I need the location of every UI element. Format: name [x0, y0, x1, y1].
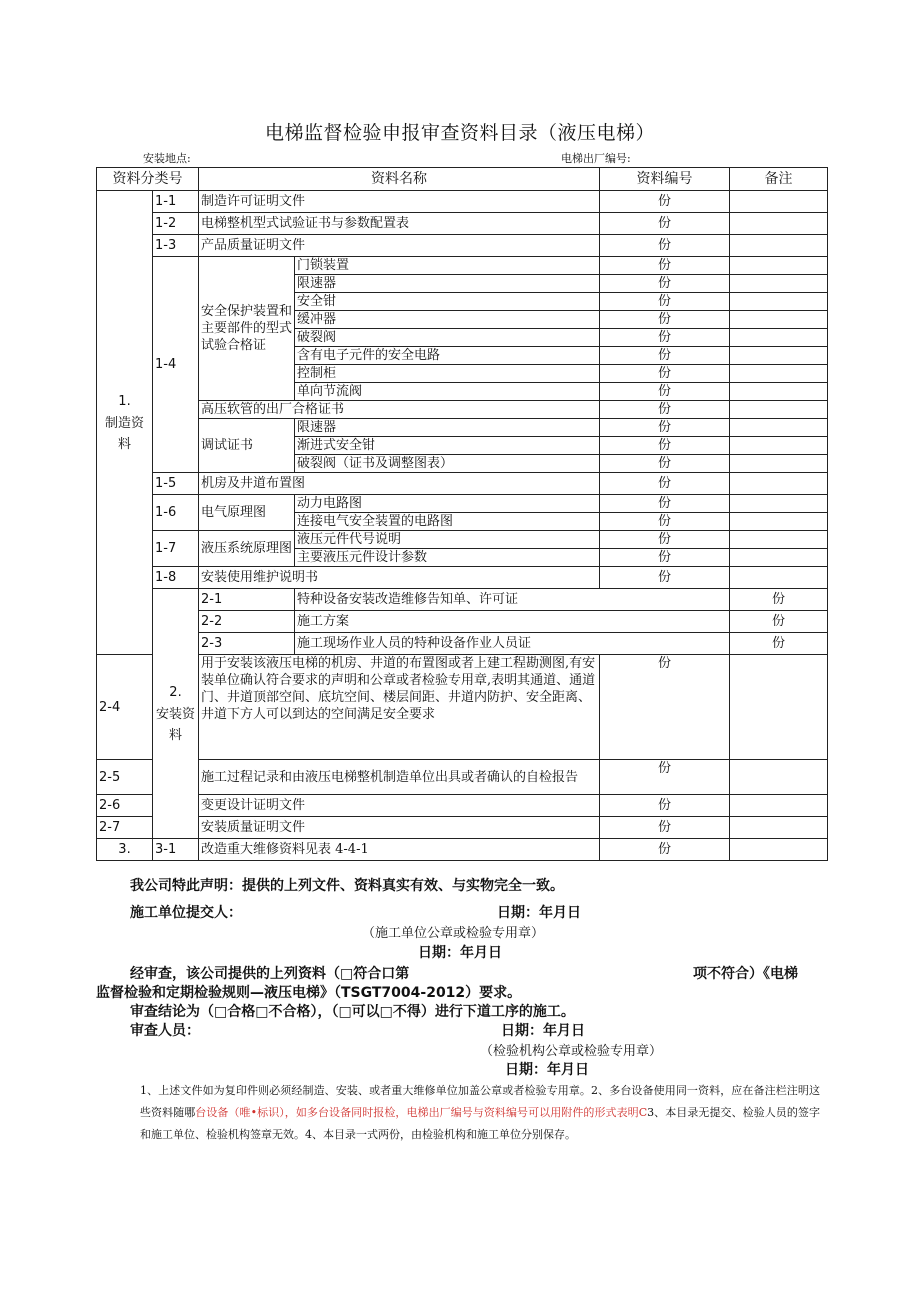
- doc-no-cell: [730, 817, 828, 839]
- doc-no-cell: [730, 383, 828, 401]
- category-1-number: 1.: [118, 393, 131, 409]
- row-name: 施工现场作业人员的特种设备作业人员证: [295, 633, 730, 655]
- row-code: 2-3: [199, 633, 295, 655]
- table-row: [97, 633, 828, 655]
- unit-label: 份: [600, 531, 730, 549]
- unit-label: 份: [600, 213, 730, 235]
- unit-label: 份: [600, 495, 730, 513]
- row-code: 2-5: [97, 760, 153, 795]
- row-code: 1-1: [153, 191, 199, 213]
- doc-no-cell: [730, 293, 828, 311]
- doc-no-cell: [730, 437, 828, 455]
- doc-no-cell: [730, 455, 828, 473]
- unit-label: 份: [600, 257, 730, 275]
- unit-label: 份: [600, 329, 730, 347]
- row-code: 1-4: [153, 257, 199, 473]
- row-code: 2-1: [199, 589, 295, 611]
- row-name: 制造许可证明文件: [199, 191, 600, 213]
- unit-label: 份: [600, 473, 730, 495]
- unit-label: 份: [600, 347, 730, 365]
- table-row: [97, 589, 828, 611]
- group-electrical: 电气原理图: [199, 495, 295, 531]
- row-code: 2-7: [97, 817, 153, 839]
- category-1-name-a: 制造资: [104, 415, 144, 431]
- row-name: 安装质量证明文件: [199, 817, 600, 839]
- group-hydraulic: 液压系统原理图: [199, 531, 295, 567]
- unit-label: 份: [730, 633, 828, 655]
- unit-label: 份: [600, 275, 730, 293]
- reviewer-label: 审查人员：: [130, 1023, 200, 1039]
- notes-part-4: 3、本目录无提交、检验人员的签字和施工单位、检验机构签章无效。4、本目录一式两份，由检验机构和施工单位分别保存。: [140, 1106, 820, 1141]
- sub-item: 安全钳: [295, 293, 600, 311]
- unit-label: 份: [600, 437, 730, 455]
- table-row: [97, 473, 828, 495]
- header-category: 资料分类号: [97, 168, 199, 191]
- sub-item: 主要液压元件设计参数: [295, 549, 600, 567]
- row-name: 特种设备安装改造维修告知单、许可证: [295, 589, 730, 611]
- doc-no-cell: [730, 513, 828, 531]
- row-name: 机房及井道布置图: [199, 473, 600, 495]
- sub-item: 控制柜: [295, 365, 600, 383]
- doc-no-cell: [730, 567, 828, 589]
- doc-no-cell: [730, 760, 828, 795]
- row-name: 用于安装该液压电梯的机房、井道的布置图或者上建工程勘测图,有安装单位确认符合要求的声明和公章或者检验专用章,表明其通道、通道门、井道顶部空间、底坑空间、楼层间距、井道内防护、安全距离、井道下方人可以到达的空间满足安全要求: [199, 655, 600, 760]
- construction-seal-note: （施工单位公章或检验专用章）: [362, 926, 545, 941]
- doc-no-cell: [730, 401, 828, 419]
- table-row: [97, 839, 828, 861]
- doc-no-cell: [730, 275, 828, 293]
- header-remark: 备注: [730, 168, 828, 191]
- sub-item: 连接电气安全装置的电路图: [295, 513, 600, 531]
- table-row: [97, 235, 828, 257]
- sub-item: 渐进式安全钳: [295, 437, 600, 455]
- sub-item: 破裂阀: [295, 329, 600, 347]
- conclusion-line: 审查结论为（□合格□不合格），（□可以□不得）进行下道工序的施工。: [130, 1004, 575, 1020]
- unit-label: 份: [600, 455, 730, 473]
- doc-no-cell: [730, 347, 828, 365]
- group-commissioning: 调试证书: [199, 419, 295, 473]
- submitter-label: 施工单位提交人：: [130, 905, 242, 921]
- table-header-row: [97, 168, 828, 191]
- row-name: 产品质量证明文件: [199, 235, 600, 257]
- sub-item: 门锁装置: [295, 257, 600, 275]
- unit-label: 份: [600, 817, 730, 839]
- row-code: 2-6: [97, 795, 153, 817]
- sub-item: 限速器: [295, 419, 600, 437]
- table-row: [97, 191, 828, 213]
- doc-no-cell: [730, 495, 828, 513]
- sub-item: 单向节流阀: [295, 383, 600, 401]
- document-table: [96, 167, 828, 861]
- unit-label: 份: [600, 191, 730, 213]
- table-row: [97, 795, 828, 817]
- doc-no-cell: [730, 311, 828, 329]
- doc-no-cell: [730, 473, 828, 495]
- row-code: 1-2: [153, 213, 199, 235]
- unit-label: 份: [730, 611, 828, 633]
- doc-no-cell: [730, 365, 828, 383]
- unit-label: 份: [600, 567, 730, 589]
- doc-no-cell: [730, 419, 828, 437]
- unit-label: 份: [600, 383, 730, 401]
- unit-label: 份: [600, 419, 730, 437]
- category-2-name-b: 料: [168, 727, 182, 743]
- row-name: 改造重大维修资料见表 4-4-1: [199, 839, 600, 861]
- unit-label: 份: [600, 235, 730, 257]
- doc-no-cell: [730, 213, 828, 235]
- inspection-seal-date: 日期：年月日: [505, 1062, 589, 1078]
- submitter-date: 日期：年月日: [497, 905, 581, 921]
- unit-label: 份: [730, 589, 828, 611]
- row-code: 2-2: [199, 611, 295, 633]
- row-name: 施工方案: [295, 611, 730, 633]
- row-code: 2-4: [97, 655, 153, 760]
- sub-item: 动力电路图: [295, 495, 600, 513]
- row-code: 1-5: [153, 473, 199, 495]
- row-name: 电梯整机型式试验证书与参数配置表: [199, 213, 600, 235]
- table-row: [97, 655, 828, 760]
- reviewer-date: 日期：年月日: [501, 1023, 585, 1039]
- doc-no-cell: [730, 257, 828, 275]
- unit-label: 份: [600, 549, 730, 567]
- sub-item: 缓冲器: [295, 311, 600, 329]
- category-1-name-b: 料: [117, 436, 131, 452]
- sub-item: 破裂阀（证书及调整图表）: [295, 455, 600, 473]
- factory-number-label: 电梯出厂编号:: [561, 152, 631, 165]
- unit-label: 份: [600, 795, 730, 817]
- review-line-2: 监督检验和定期检验规则—液压电梯》（TSGT7004-2012）要求。: [96, 985, 522, 1001]
- notes-part-1: 1、上述文件如为复印件则必须经制造、安装、或者重大维修单位加盖公章或者检验专用章。2、多台设备使用同一资料，应在备注栏注明这些资料随哪: [140, 1084, 820, 1119]
- category-1: [97, 191, 153, 655]
- table-row: [97, 567, 828, 589]
- declaration: 我公司特此声明：提供的上列文件、资料真实有效、与实物完全一致。: [130, 878, 564, 894]
- doc-no-cell: [730, 549, 828, 567]
- unit-label: 份: [600, 311, 730, 329]
- row-code: 1-3: [153, 235, 199, 257]
- table-row: [97, 611, 828, 633]
- notes-part-3: C: [638, 1106, 648, 1119]
- notes: [140, 1080, 820, 1146]
- row-code: 3-1: [153, 839, 199, 861]
- row-name: 安装使用维护说明书: [199, 567, 600, 589]
- unit-label: 份: [600, 365, 730, 383]
- doc-no-cell: [730, 235, 828, 257]
- unit-label: 份: [600, 760, 730, 795]
- seal-date: 日期：年月日: [418, 945, 502, 961]
- table-row: [97, 257, 828, 275]
- table-row: [97, 401, 828, 419]
- sub-item: 含有电子元件的安全电路: [295, 347, 600, 365]
- row-name: 高压软管的出厂合格证书: [199, 401, 600, 419]
- doc-no-cell: [730, 795, 828, 817]
- row-code: 1-7: [153, 531, 199, 567]
- table-row: [97, 760, 828, 795]
- notes-part-2: 台设备（唯•标识），如多台设备同时报检，电梯出厂编号与资料编号可以用附件的形式表明: [195, 1106, 639, 1119]
- category-2-name-a: 安装资: [155, 706, 195, 722]
- row-name: 变更设计证明文件: [199, 795, 600, 817]
- unit-label: 份: [600, 513, 730, 531]
- category-2-number: 2.: [169, 684, 182, 700]
- row-code: 1-6: [153, 495, 199, 531]
- row-name: 施工过程记录和由液压电梯整机制造单位出具或者确认的自检报告: [199, 760, 600, 795]
- unit-label: 份: [600, 655, 730, 760]
- header-name: 资料名称: [199, 168, 600, 191]
- table-row: [97, 817, 828, 839]
- category-2: [153, 589, 199, 839]
- sub-item: 液压元件代号说明: [295, 531, 600, 549]
- doc-no-cell: [730, 191, 828, 213]
- page-title: 电梯监督检验申报审查资料目录（液压电梯）: [264, 122, 655, 144]
- doc-no-cell: [730, 839, 828, 861]
- review-line-1a: 经审查，该公司提供的上列资料（□符合口第: [130, 966, 410, 982]
- install-location-label: 安装地点:: [143, 152, 191, 165]
- unit-label: 份: [600, 293, 730, 311]
- table-row: [97, 531, 828, 549]
- unit-label: 份: [600, 839, 730, 861]
- table-row: [97, 419, 828, 437]
- table-row: [97, 213, 828, 235]
- sub-item: 限速器: [295, 275, 600, 293]
- table-row: [97, 495, 828, 513]
- header-doc-no: 资料编号: [600, 168, 730, 191]
- group-safety-cert: 安全保护装置和主要部件的型式试验合格证: [199, 257, 295, 401]
- inspection-seal-note: （检验机构公章或检验专用章）: [480, 1044, 663, 1059]
- unit-label: 份: [600, 401, 730, 419]
- row-code: 1-8: [153, 567, 199, 589]
- doc-no-cell: [730, 531, 828, 549]
- category-3-number: 3.: [97, 839, 153, 861]
- review-line-1b: 项不符合）《电梯: [693, 966, 798, 982]
- doc-no-cell: [730, 329, 828, 347]
- doc-no-cell: [730, 655, 828, 760]
